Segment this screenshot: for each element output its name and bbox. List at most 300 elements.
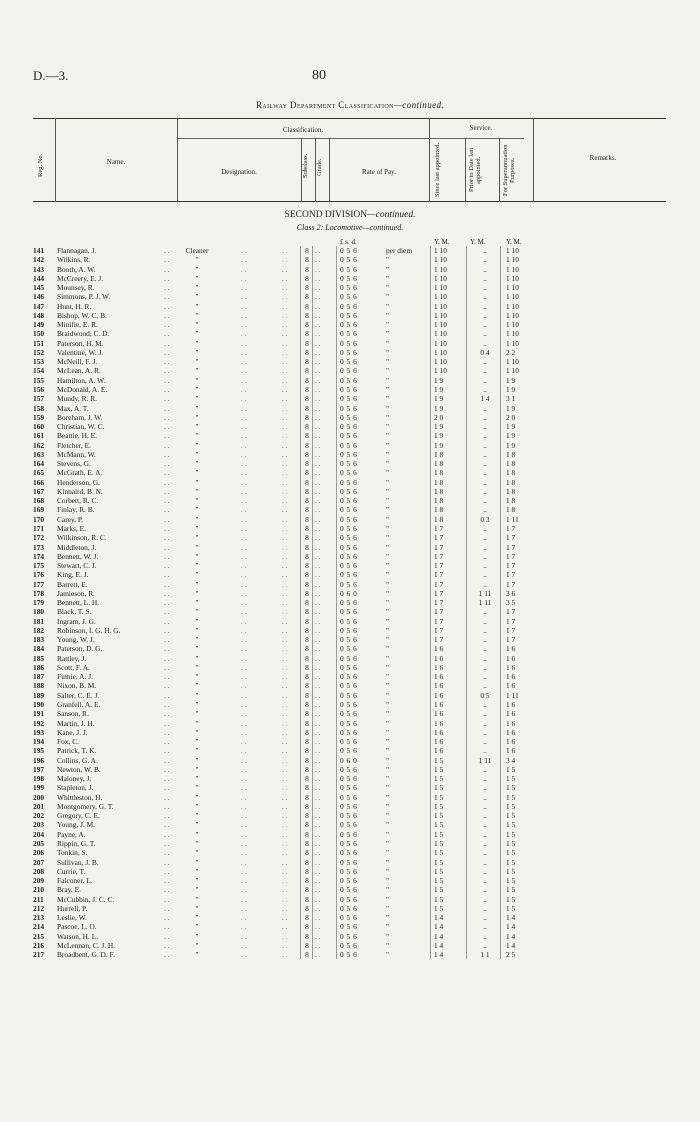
leader-dots: . . xyxy=(164,903,170,913)
service-superannuation: 1 10 xyxy=(506,264,519,274)
column-rule xyxy=(300,570,301,579)
column-rule xyxy=(430,515,431,524)
leader-dots: . . xyxy=(164,774,170,784)
column-rule xyxy=(430,478,431,487)
leader-dots: . . xyxy=(164,570,170,580)
leader-dots: . . xyxy=(282,329,288,339)
employee-name: Black, T. S. xyxy=(57,607,92,617)
pay-period: " xyxy=(386,783,390,793)
column-rule xyxy=(466,830,467,839)
service-since-last: 1 10 xyxy=(434,347,447,357)
column-rule xyxy=(466,858,467,867)
designation: " xyxy=(195,644,199,654)
table-row xyxy=(0,607,700,616)
column-rule xyxy=(430,626,431,635)
column-rule xyxy=(430,431,431,440)
column-rule xyxy=(500,932,501,941)
designation: " xyxy=(195,486,199,496)
reg-number: 158 xyxy=(33,403,45,413)
column-rule xyxy=(300,329,301,338)
column-rule xyxy=(466,709,467,718)
service-since-last: 1 10 xyxy=(434,338,447,348)
table-row xyxy=(0,274,700,283)
rate-of-pay: 0 5 6 xyxy=(340,264,358,274)
service-prior: .. xyxy=(483,533,487,543)
leader-dots: . . xyxy=(241,598,247,608)
column-rule xyxy=(300,913,301,922)
column-rule xyxy=(500,459,501,468)
column-rule xyxy=(466,672,467,681)
table-row xyxy=(0,709,700,718)
leader-dots: . . xyxy=(241,366,247,376)
service-since-last: 1 4 xyxy=(434,913,444,923)
service-superannuation: 1 8 xyxy=(506,449,516,459)
leader-dots: . . xyxy=(241,792,247,802)
table-row xyxy=(0,719,700,728)
table-row xyxy=(0,524,700,533)
column-rule xyxy=(430,932,431,941)
column-rule xyxy=(312,941,313,950)
leader-dots: . . xyxy=(282,440,288,450)
leader-dots: . . xyxy=(282,727,288,737)
employee-name: Payne, A. xyxy=(57,829,86,839)
service-superannuation: 1 10 xyxy=(506,283,519,293)
leader-dots: . . xyxy=(282,672,288,682)
column-rule xyxy=(500,700,501,709)
column-rule xyxy=(300,672,301,681)
table-row xyxy=(0,774,700,783)
column-rule xyxy=(312,728,313,737)
column-rule xyxy=(336,746,337,755)
column-rule xyxy=(312,468,313,477)
column-rule xyxy=(466,348,467,357)
leader-dots: . . xyxy=(315,783,321,793)
leader-dots: . . xyxy=(282,542,288,552)
column-rule xyxy=(312,543,313,552)
pay-period: " xyxy=(386,746,390,756)
rate-of-pay: 0 5 6 xyxy=(340,514,358,524)
column-rule xyxy=(430,246,431,255)
pay-period: " xyxy=(386,727,390,737)
column-rule xyxy=(466,719,467,728)
reg-number: 197 xyxy=(33,764,45,774)
subclass: 8 xyxy=(305,579,309,589)
column-rule xyxy=(430,950,431,959)
pay-period: " xyxy=(386,384,390,394)
designation: " xyxy=(195,412,199,422)
column-rule xyxy=(312,598,313,607)
leader-dots: . . xyxy=(241,709,247,719)
pay-period: " xyxy=(386,820,390,830)
column-rule xyxy=(300,302,301,311)
column-rule xyxy=(312,681,313,690)
column-rule xyxy=(466,478,467,487)
designation: " xyxy=(195,283,199,293)
leader-dots: . . xyxy=(315,459,321,469)
service-since-last: 1 6 xyxy=(434,672,444,682)
service-units-2: Y. M. xyxy=(470,238,486,246)
leader-dots: . . xyxy=(282,283,288,293)
column-rule xyxy=(312,737,313,746)
designation: " xyxy=(195,292,199,302)
reg-number: 203 xyxy=(33,820,45,830)
service-prior: 1 11 xyxy=(478,598,492,608)
leader-dots: . . xyxy=(164,690,170,700)
table-row xyxy=(0,385,700,394)
leader-dots: . . xyxy=(164,672,170,682)
subclass: 8 xyxy=(305,320,309,330)
column-rule xyxy=(430,441,431,450)
subclass: 8 xyxy=(305,644,309,654)
pay-period: " xyxy=(386,737,390,747)
table-row xyxy=(0,728,700,737)
subclass: 8 xyxy=(305,820,309,830)
division-title: SECOND DIVISION xyxy=(284,210,368,220)
leader-dots: . . xyxy=(241,913,247,923)
column-rule xyxy=(300,339,301,348)
column-rule xyxy=(336,561,337,570)
pay-period: " xyxy=(386,505,390,515)
reg-number: 142 xyxy=(33,255,45,265)
employee-name: Carey, P. xyxy=(57,514,83,524)
service-prior: .. xyxy=(483,635,487,645)
reg-number: 152 xyxy=(33,347,45,357)
column-rule xyxy=(500,339,501,348)
column-rule xyxy=(500,292,501,301)
column-rule xyxy=(300,376,301,385)
leader-dots: . . xyxy=(164,292,170,302)
reg-number: 170 xyxy=(33,514,45,524)
leader-dots: . . xyxy=(315,940,321,950)
service-since-last: 1 10 xyxy=(434,264,447,274)
reg-number: 185 xyxy=(33,653,45,663)
leader-dots: . . xyxy=(282,579,288,589)
service-since-last: 1 9 xyxy=(434,431,444,441)
leader-dots: . . xyxy=(315,422,321,432)
leader-dots: . . xyxy=(241,700,247,710)
column-rule xyxy=(336,394,337,403)
leader-dots: . . xyxy=(282,514,288,524)
subclass: 8 xyxy=(305,737,309,747)
column-rule xyxy=(430,691,431,700)
column-rule xyxy=(466,607,467,616)
column-rule xyxy=(336,941,337,950)
leader-dots: . . xyxy=(282,913,288,923)
leader-dots: . . xyxy=(241,653,247,663)
column-rule xyxy=(300,691,301,700)
column-rule xyxy=(500,737,501,746)
subclass: 8 xyxy=(305,866,309,876)
column-rule xyxy=(300,839,301,848)
reg-number: 160 xyxy=(33,422,45,432)
leader-dots: . . xyxy=(241,690,247,700)
column-rule xyxy=(300,802,301,811)
leader-dots: . . xyxy=(241,283,247,293)
leader-dots: . . xyxy=(282,737,288,747)
subclass: 8 xyxy=(305,616,309,626)
leader-dots: . . xyxy=(241,839,247,848)
column-rule xyxy=(500,385,501,394)
designation: " xyxy=(195,857,199,867)
rate-of-pay: 0 5 6 xyxy=(340,774,358,784)
column-rule xyxy=(500,505,501,514)
service-since-last: 1 6 xyxy=(434,709,444,719)
leader-dots: . . xyxy=(282,950,288,960)
rate-of-pay: 0 5 6 xyxy=(340,681,358,691)
column-rule xyxy=(336,515,337,524)
service-prior: 0 4 xyxy=(480,347,490,357)
employee-name: Hunt, H. R. xyxy=(57,301,92,311)
leader-dots: . . xyxy=(241,329,247,339)
column-rule xyxy=(312,709,313,718)
table-row xyxy=(0,654,700,663)
title-main: Railway Department Classification xyxy=(255,100,394,110)
pay-period: " xyxy=(386,412,390,422)
column-rule xyxy=(336,848,337,857)
reg-number: 147 xyxy=(33,301,45,311)
employee-name: Ingram, J. G. xyxy=(57,616,96,626)
column-rule xyxy=(300,820,301,829)
leader-dots: . . xyxy=(241,292,247,302)
column-rule xyxy=(430,663,431,672)
pay-period: " xyxy=(386,459,390,469)
designation: " xyxy=(195,310,199,320)
column-rule xyxy=(430,283,431,292)
service-since-last: 1 9 xyxy=(434,384,444,394)
column-rule xyxy=(300,728,301,737)
column-rule xyxy=(312,811,313,820)
leader-dots: . . xyxy=(164,523,170,533)
column-rule xyxy=(300,524,301,533)
column-rule xyxy=(500,681,501,690)
reg-number: 195 xyxy=(33,746,45,756)
column-rule xyxy=(466,450,467,459)
subclass: 8 xyxy=(305,375,309,385)
column-rule xyxy=(336,830,337,839)
service-prior: .. xyxy=(483,718,487,728)
subclass: 8 xyxy=(305,774,309,784)
table-row xyxy=(0,820,700,829)
service-superannuation: 1 4 xyxy=(506,922,516,932)
leader-dots: . . xyxy=(282,477,288,487)
reg-number: 217 xyxy=(33,950,45,960)
designation: Cleaner xyxy=(185,246,209,255)
rate-of-pay: 0 5 6 xyxy=(340,811,358,821)
reg-number: 189 xyxy=(33,690,45,700)
service-prior: .. xyxy=(483,820,487,830)
column-rule xyxy=(500,913,501,922)
column-rule xyxy=(336,839,337,848)
subclass: 8 xyxy=(305,653,309,663)
column-rule xyxy=(430,376,431,385)
leader-dots: . . xyxy=(164,403,170,413)
leader-dots: . . xyxy=(164,894,170,904)
column-rule xyxy=(336,505,337,514)
table-row xyxy=(0,765,700,774)
leader-dots: . . xyxy=(241,375,247,385)
service-prior: .. xyxy=(483,440,487,450)
subclass: 8 xyxy=(305,542,309,552)
pay-period: " xyxy=(386,616,390,626)
leader-dots: . . xyxy=(241,607,247,617)
reg-number: 193 xyxy=(33,727,45,737)
table-row xyxy=(0,246,700,255)
column-rule xyxy=(430,394,431,403)
column-rule xyxy=(430,858,431,867)
service-units-1: Y. M. xyxy=(434,238,450,246)
leader-dots: . . xyxy=(315,264,321,274)
service-prior: .. xyxy=(483,792,487,802)
column-rule xyxy=(300,422,301,431)
column-rule xyxy=(466,802,467,811)
pay-period: " xyxy=(386,338,390,348)
column-rule xyxy=(466,663,467,672)
column-rule xyxy=(336,737,337,746)
designation: " xyxy=(195,709,199,719)
rate-of-pay: 0 5 6 xyxy=(340,839,358,848)
column-rule xyxy=(466,580,467,589)
designation: " xyxy=(195,876,199,886)
subclass: 8 xyxy=(305,635,309,645)
subclass: 8 xyxy=(305,477,309,487)
rate-of-pay: 0 5 6 xyxy=(340,422,358,432)
leader-dots: . . xyxy=(315,394,321,404)
designation: " xyxy=(195,588,199,598)
service-since-last: 1 5 xyxy=(434,848,444,858)
column-rule xyxy=(300,867,301,876)
pay-period: " xyxy=(386,857,390,867)
service-since-last: 1 5 xyxy=(434,903,444,913)
column-rule xyxy=(466,913,467,922)
leader-dots: . . xyxy=(315,505,321,515)
service-superannuation: 1 6 xyxy=(506,700,516,710)
leader-dots: . . xyxy=(241,625,247,635)
column-rule xyxy=(466,820,467,829)
designation: " xyxy=(195,338,199,348)
leader-dots: . . xyxy=(282,255,288,265)
column-rule xyxy=(300,719,301,728)
employee-name: Granfell, A. E. xyxy=(57,700,101,710)
leader-dots: . . xyxy=(164,264,170,274)
leader-dots: . . xyxy=(164,255,170,265)
leader-dots: . . xyxy=(241,273,247,283)
column-rule xyxy=(466,459,467,468)
subclass: 8 xyxy=(305,357,309,367)
service-prior: .. xyxy=(483,672,487,682)
subclass: 8 xyxy=(305,403,309,413)
leader-dots: . . xyxy=(282,848,288,858)
rate-of-pay: 0 5 6 xyxy=(340,894,358,904)
service-superannuation: 1 10 xyxy=(506,246,519,255)
service-prior: .. xyxy=(483,292,487,302)
leader-dots: . . xyxy=(164,375,170,385)
column-rule xyxy=(500,654,501,663)
column-rule xyxy=(312,774,313,783)
leader-dots: . . xyxy=(282,885,288,895)
table-row xyxy=(0,515,700,524)
rate-of-pay: 0 5 6 xyxy=(340,866,358,876)
employee-name: Corbett, R. C. xyxy=(57,496,99,506)
service-since-last: 1 5 xyxy=(434,894,444,904)
service-since-last: 1 6 xyxy=(434,690,444,700)
reg-number: 177 xyxy=(33,579,45,589)
employee-name: Young, W. J. xyxy=(57,635,95,645)
leader-dots: . . xyxy=(241,718,247,728)
service-superannuation: 1 4 xyxy=(506,940,516,950)
employee-name: McDonald, A. E. xyxy=(57,384,108,394)
service-since-last: 1 4 xyxy=(434,922,444,932)
subclass: 8 xyxy=(305,764,309,774)
designation: " xyxy=(195,394,199,404)
column-rule xyxy=(430,496,431,505)
pay-period: " xyxy=(386,347,390,357)
service-superannuation: 1 7 xyxy=(506,579,516,589)
service-since-last: 1 9 xyxy=(434,422,444,432)
column-rule xyxy=(336,598,337,607)
leader-dots: . . xyxy=(164,561,170,571)
reg-number: 204 xyxy=(33,829,45,839)
reg-number: 192 xyxy=(33,718,45,728)
employee-name: Marks, E. xyxy=(57,523,86,533)
service-superannuation: 1 10 xyxy=(506,357,519,367)
subclass: 8 xyxy=(305,412,309,422)
column-rule xyxy=(500,311,501,320)
column-rule xyxy=(466,654,467,663)
column-rule xyxy=(336,366,337,375)
column-rule xyxy=(336,895,337,904)
reg-number: 179 xyxy=(33,598,45,608)
column-rule xyxy=(312,348,313,357)
column-rule xyxy=(430,385,431,394)
designation: " xyxy=(195,579,199,589)
employee-name: Leslie, W. xyxy=(57,913,87,923)
column-rule xyxy=(500,848,501,857)
reg-number: 174 xyxy=(33,551,45,561)
leader-dots: . . xyxy=(241,885,247,895)
leader-dots: . . xyxy=(241,394,247,404)
service-prior: .. xyxy=(483,551,487,561)
column-rule xyxy=(312,617,313,626)
leader-dots: . . xyxy=(164,839,170,848)
reg-number: 149 xyxy=(33,320,45,330)
leader-dots: . . xyxy=(164,737,170,747)
reg-number: 175 xyxy=(33,561,45,571)
designation: " xyxy=(195,477,199,487)
rate-of-pay: 0 5 6 xyxy=(340,792,358,802)
column-rule xyxy=(300,737,301,746)
leader-dots: . . xyxy=(241,468,247,478)
column-rule xyxy=(430,681,431,690)
leader-dots: . . xyxy=(282,320,288,330)
employee-name: Pascoe, L. O. xyxy=(57,922,97,932)
designation: " xyxy=(195,533,199,543)
employee-name: Flannagan, J. xyxy=(57,246,97,255)
column-rule xyxy=(500,589,501,598)
leader-dots: . . xyxy=(282,607,288,617)
column-rule xyxy=(500,885,501,894)
table-row xyxy=(0,756,700,765)
pay-period: " xyxy=(386,310,390,320)
employee-name: Bishop, W. C. B. xyxy=(57,310,107,320)
column-rule xyxy=(336,487,337,496)
leader-dots: . . xyxy=(282,598,288,608)
leader-dots: . . xyxy=(241,811,247,821)
service-since-last: 1 8 xyxy=(434,505,444,515)
leader-dots: . . xyxy=(164,922,170,932)
designation: " xyxy=(195,913,199,923)
pay-period: " xyxy=(386,273,390,283)
service-superannuation: 1 7 xyxy=(506,625,516,635)
